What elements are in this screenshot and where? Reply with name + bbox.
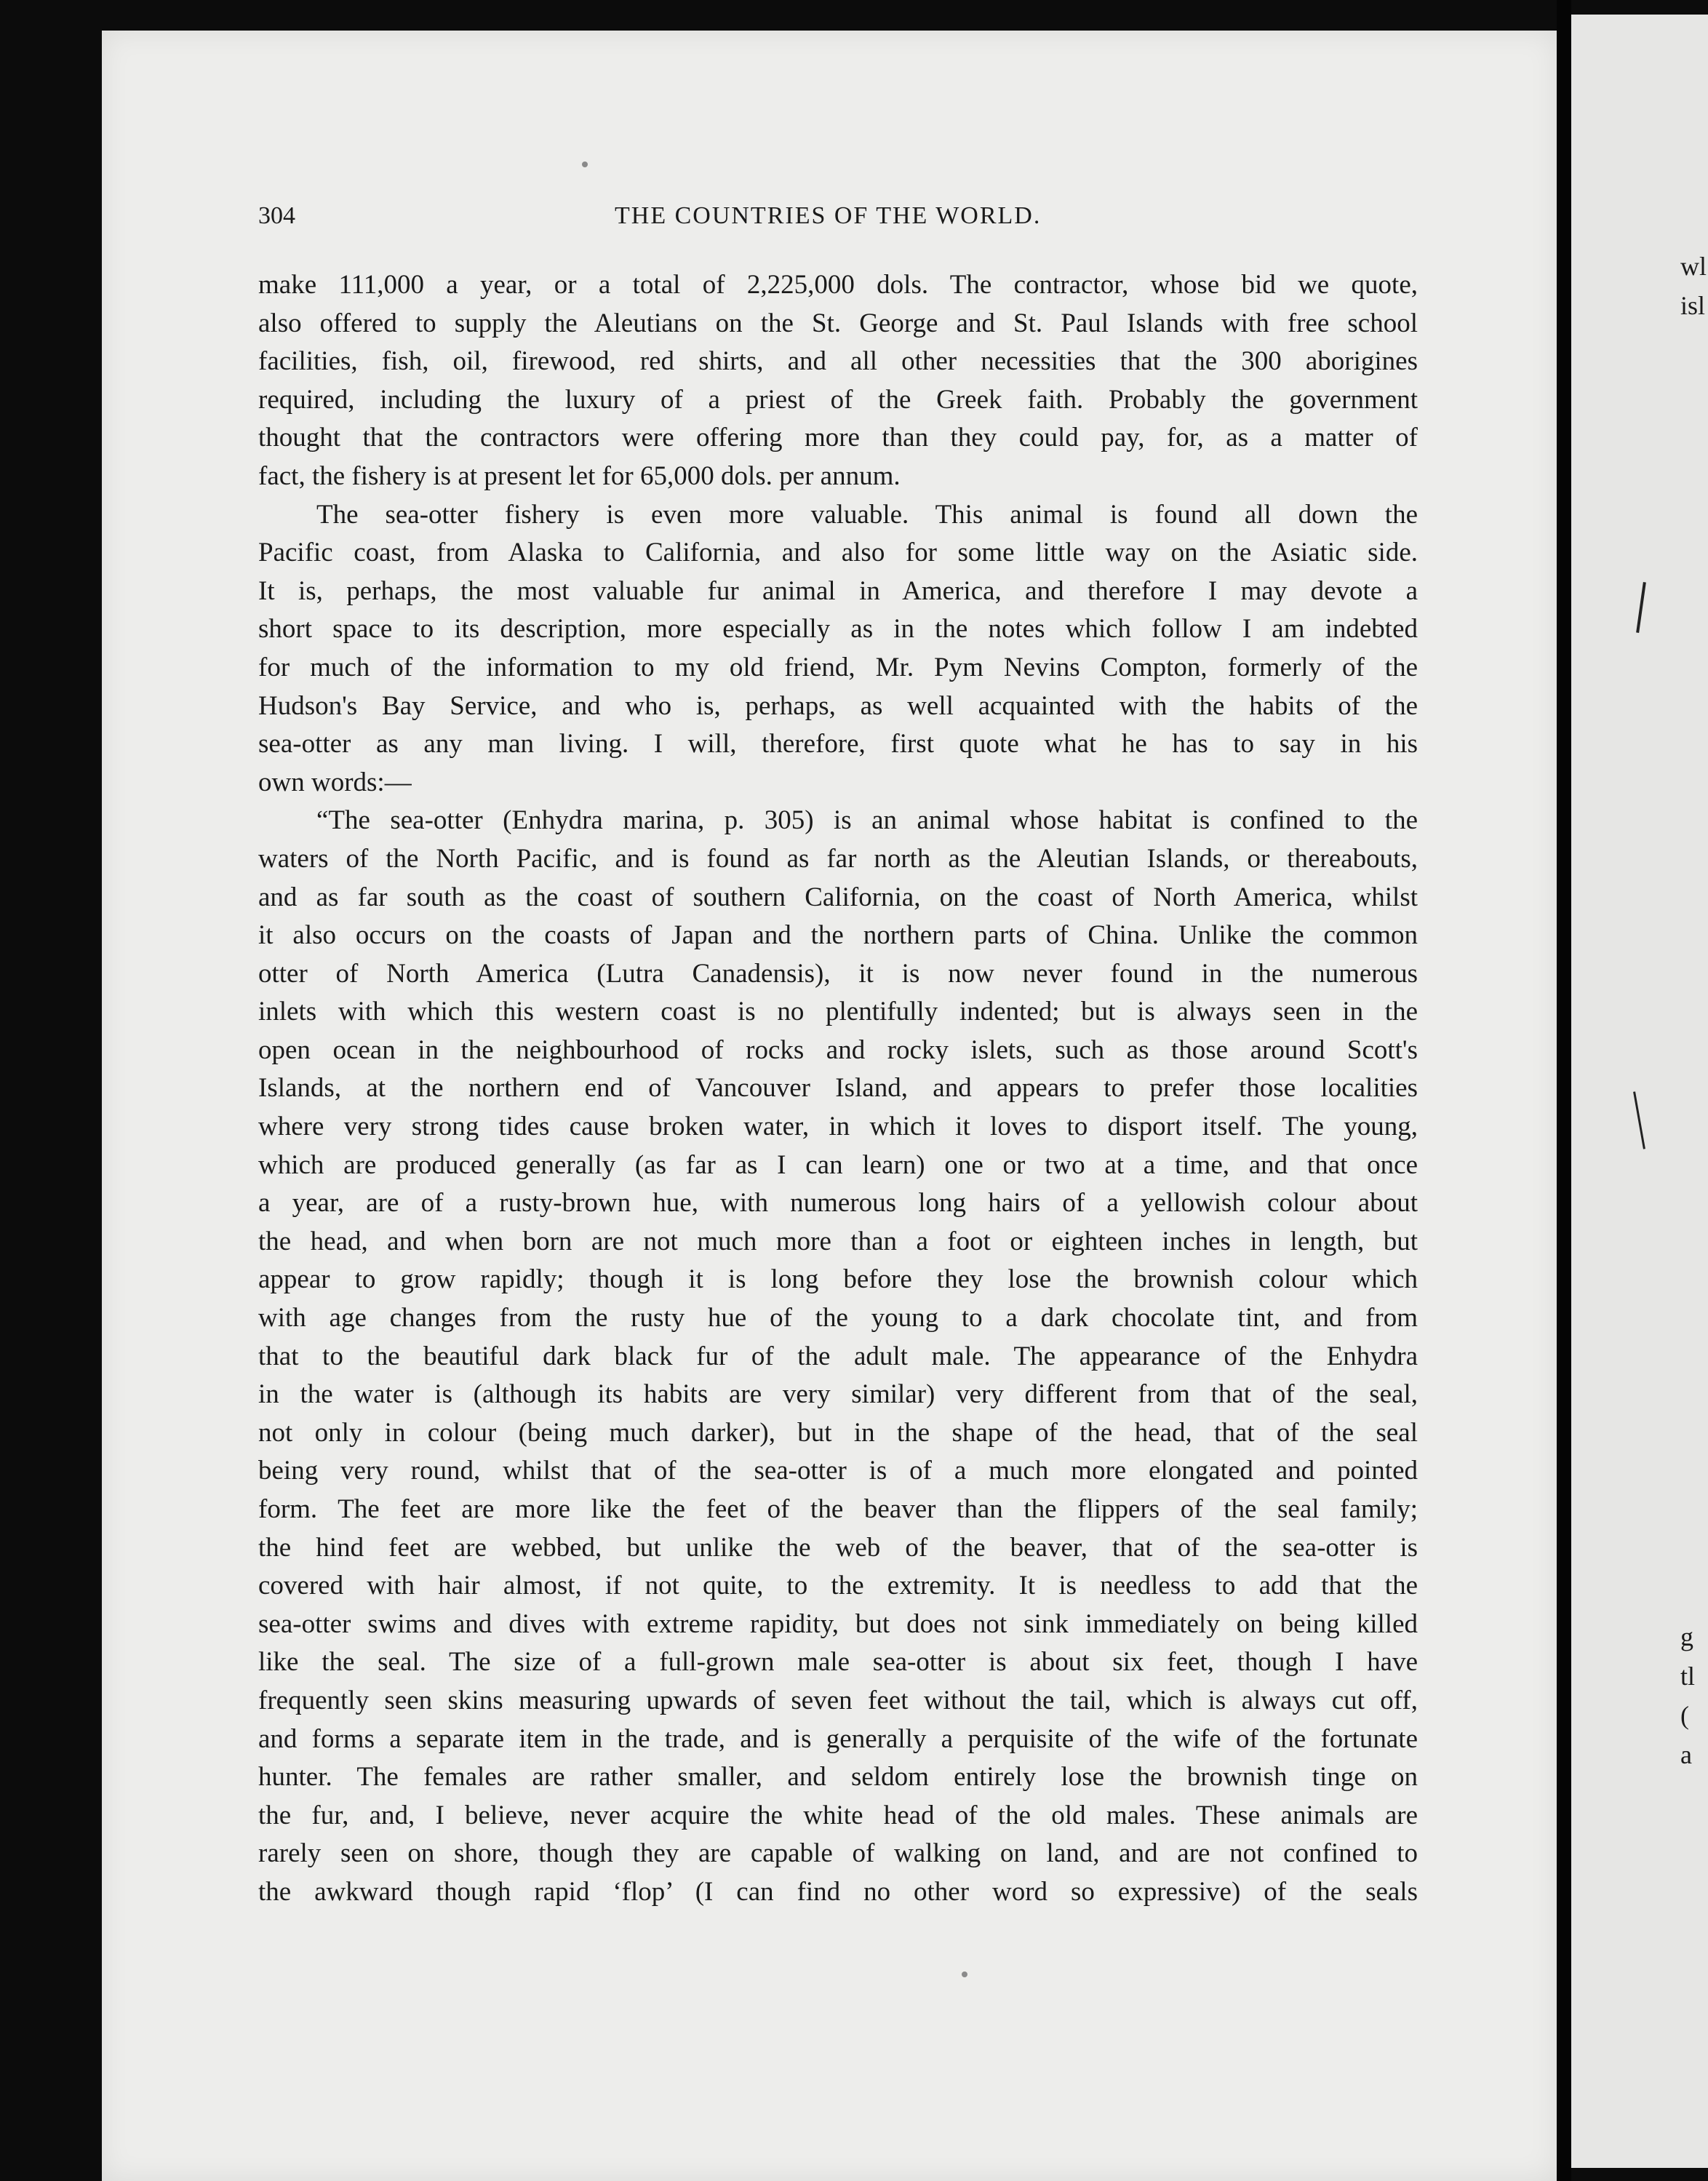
text-line: with age changes from the rusty hue of the young to a dark chocolate tint, and from — [258, 1303, 1418, 1333]
text-line: being very round, whilst that of the sea-otter is of a much more elongated and pointed — [258, 1456, 1418, 1486]
text-line: the awkward though rapid ‘flop’ (I can find no other word so expressive) of the seals — [258, 1876, 1418, 1907]
page-number: 304 — [258, 202, 295, 229]
text-line: Hudson's Bay Service, and who is, perhaps, as well acquainted with the habits of the — [258, 690, 1418, 721]
scan-speck — [582, 162, 588, 167]
next-page-fragment: a — [1680, 1740, 1692, 1769]
text-line: sea-otter swims and dives with extreme rapidity, but does not sink immediately on being killed — [258, 1608, 1418, 1639]
scan-speck — [962, 1971, 967, 1977]
text-line: the hind feet are webbed, but unlike the web of the beaver, that of the sea-otter is — [258, 1532, 1418, 1563]
text-line: The sea-otter fishery is even more valuable. This animal is found all down the — [316, 499, 1418, 530]
text-line: inlets with which this western coast is no plentifully indented; but is always seen in the — [258, 997, 1418, 1027]
text-line: own words:— — [258, 767, 412, 797]
text-line: appear to grow rapidly; though it is long before they lose the brownish colour which — [258, 1264, 1418, 1295]
next-page-fragment: g — [1680, 1622, 1693, 1651]
text-line: also offered to supply the Aleutians on the St. George and St. Paul Islands with free school — [258, 308, 1418, 338]
body-text — [258, 266, 1418, 1912]
text-line: short space to its description, more especially as in the notes which follow I am indebted — [258, 614, 1418, 645]
next-page-fragment: isl — [1680, 291, 1706, 320]
next-page-fragment: ( — [1680, 1701, 1689, 1730]
text-line: sea-otter as any man living. I will, therefore, first quote what he has to say in his — [258, 729, 1418, 759]
text-line: It is, perhaps, the most valuable fur animal in America, and therefore I may devote a — [258, 575, 1418, 606]
next-page-fragment: wl — [1680, 252, 1707, 281]
running-header — [258, 202, 1422, 239]
text-line: not only in colour (being much darker), but in the shape of the head, that of the seal — [258, 1417, 1418, 1448]
next-page-fragment: tl — [1680, 1662, 1696, 1691]
text-line: “The sea-otter (Enhydra marina, p. 305) is an animal whose habitat is confined to the — [316, 805, 1418, 836]
text-line: and as far south as the coast of southern California, on the coast of North America, whilst — [258, 882, 1418, 912]
text-line: required, including the luxury of a priest of the Greek faith. Probably the government — [258, 384, 1418, 415]
text-line: fact, the fishery is at present let for 65,000 dols. per annum. — [258, 460, 901, 491]
text-line: which are produced generally (as far as I can learn) one or two at a time, and that once — [258, 1149, 1418, 1180]
text-line: open ocean in the neighbourhood of rocks and rocky islets, such as those around Scott's — [258, 1034, 1418, 1065]
text-line: a year, are of a rusty-brown hue, with numerous long hairs of a yellowish colour about — [258, 1188, 1418, 1219]
text-line: Pacific coast, from Alaska to California, and also for some little way on the Asiatic side. — [258, 538, 1418, 568]
text-line: facilities, fish, oil, firewood, red shirts, and all other necessities that the 300 aborigines — [258, 346, 1418, 377]
text-line: form. The feet are more like the feet of the beaver than the flippers of the seal family; — [258, 1494, 1418, 1524]
text-line: for much of the information to my old friend, Mr. Pym Nevins Compton, formerly of the — [258, 652, 1418, 682]
text-line: covered with hair almost, if not quite, to the extremity. It is needless to add that the — [258, 1571, 1418, 1601]
text-line: it also occurs on the coasts of Japan and the northern parts of China. Unlike the common — [258, 920, 1418, 951]
adjacent-page-edge — [1571, 15, 1708, 2168]
text-line: waters of the North Pacific, and is found as far north as the Aleutian Islands, or thereabouts, — [258, 843, 1418, 874]
text-line: otter of North America (Lutra Canadensis), it is now never found in the numerous — [258, 958, 1418, 989]
text-line: rarely seen on shore, though they are capable of walking on land, and are not confined to — [258, 1838, 1418, 1869]
text-line: hunter. The females are rather smaller, and seldom entirely lose the brownish tinge on — [258, 1762, 1418, 1793]
text-line: that to the beautiful dark black fur of the adult male. The appearance of the Enhydra — [258, 1341, 1418, 1371]
book-spine — [1557, 0, 1571, 2181]
text-line: in the water is (although its habits are very similar) very different from that of the seal, — [258, 1379, 1418, 1410]
text-line: where very strong tides cause broken water, in which it loves to disport itself. The young, — [258, 1112, 1418, 1142]
text-line: the fur, and, I believe, never acquire the white head of the old males. These animals are — [258, 1800, 1418, 1830]
text-line: like the seal. The size of a full-grown male sea-otter is about six feet, though I have — [258, 1647, 1418, 1678]
text-line: thought that the contractors were offering more than they could pay, for, as a matter of — [258, 423, 1418, 453]
text-line: and forms a separate item in the trade, and is generally a perquisite of the wife of the fortunate — [258, 1723, 1418, 1754]
text-line: make 111,000 a year, or a total of 2,225,000 dols. The contractor, whose bid we quote, — [258, 270, 1418, 300]
text-line: the head, and when born are not much more than a foot or eighteen inches in length, but — [258, 1226, 1418, 1256]
text-line: frequently seen skins measuring upwards of seven feet without the tail, which is always cut off, — [258, 1685, 1418, 1715]
running-title: THE COUNTRIES OF THE WORLD. — [615, 202, 1042, 229]
text-line: Islands, at the northern end of Vancouver Island, and appears to prefer those localities — [258, 1073, 1418, 1104]
